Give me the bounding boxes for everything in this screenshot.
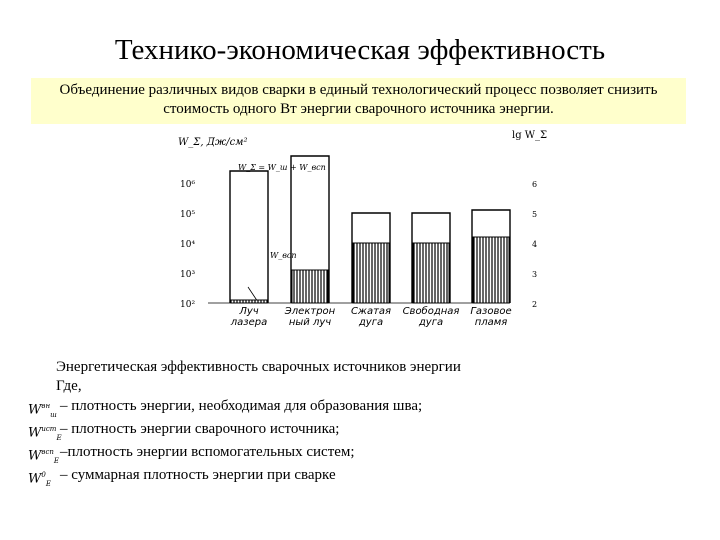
bar-total — [230, 171, 268, 303]
caption-line-2: Где, — [56, 378, 82, 394]
legend-definition: – суммарная плотность энергии при сварке — [60, 467, 336, 483]
energy-density-chart — [170, 130, 550, 335]
legend-definition: – плотность энергии сварочного источника; — [60, 421, 340, 437]
w-aux-annotation: W_всп — [270, 251, 297, 260]
bar-auxiliary — [413, 243, 449, 303]
slide-title: Технико-экономическая эффективность — [114, 34, 606, 66]
y-tick-label-left: 10⁴ — [180, 240, 196, 250]
legend-symbol: $W^{всп}_E$ — [28, 448, 60, 465]
legend-definition: – плотность энергии, необходимая для образования шва; — [60, 398, 423, 414]
bar-auxiliary — [292, 270, 328, 303]
figure-caption — [56, 358, 461, 396]
y-tick-label-right: 5 — [532, 210, 538, 219]
category-label: Газовое — [470, 306, 512, 317]
caption-line-1: Энергетическая эффективность сварочных источников энергии — [56, 359, 461, 375]
legend-definition: –плотность энергии вспомогательных систем; — [60, 444, 355, 460]
category-label: дуга — [358, 317, 384, 328]
bar-auxiliary — [473, 237, 509, 303]
y-tick-label-left: 10³ — [180, 270, 196, 280]
y-tick-label-left: 10⁶ — [180, 180, 196, 190]
category-label: Сжатая — [350, 306, 392, 317]
y-tick-label-right: 6 — [532, 180, 538, 189]
category-label: ный луч — [288, 317, 332, 328]
y-tick-label-left: 10⁵ — [180, 210, 196, 220]
bar-auxiliary — [353, 243, 389, 303]
legend-symbol: $W^0_E$ — [28, 471, 51, 488]
y-axis-right-label: lg W_Σ — [512, 130, 548, 141]
banner-line-1: Объединение различных видов сварки в единый технологический процесс позволяет снизить — [59, 82, 658, 98]
category-label: лазера — [230, 317, 268, 328]
legend-symbol: $W^{вн}_ш$ — [28, 402, 57, 419]
category-label: Свободная — [402, 306, 460, 317]
bar-auxiliary — [231, 300, 267, 303]
category-label: дуга — [418, 317, 444, 328]
y-tick-label-right: 4 — [532, 240, 538, 249]
formula-label: W_Σ = W_ш + W_всп — [238, 163, 326, 172]
legend-symbol: $W^{ист}_E$ — [28, 425, 62, 442]
highlight-banner — [31, 78, 686, 124]
y-axis-left-label: W_Σ, Дж/см² — [178, 137, 248, 148]
category-label: Луч — [239, 306, 259, 317]
y-tick-label-right: 3 — [532, 270, 538, 279]
y-tick-label-left: 10² — [180, 300, 196, 310]
category-label: пламя — [474, 317, 508, 328]
banner-line-2: стоимость одного Вт энергии сварочного источника энергии. — [163, 101, 554, 117]
category-label: Электрон — [284, 306, 336, 317]
y-tick-label-right: 2 — [532, 300, 538, 309]
